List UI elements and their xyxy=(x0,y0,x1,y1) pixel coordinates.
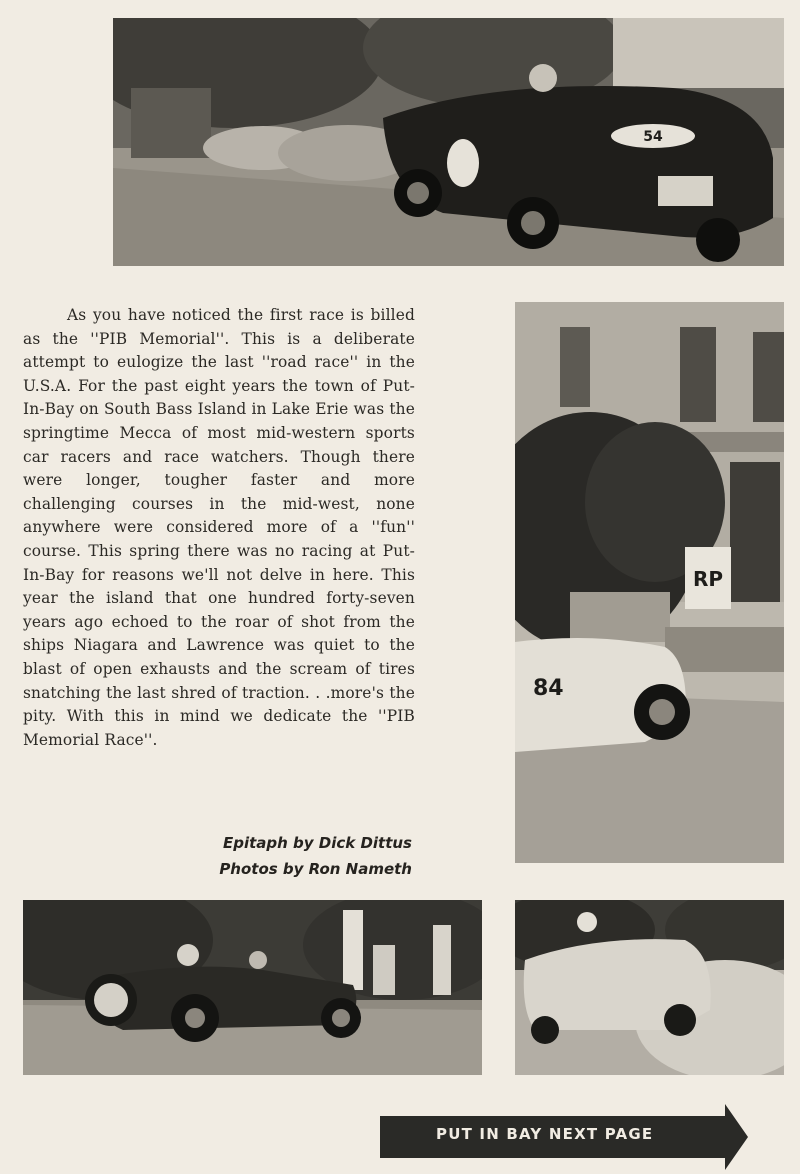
photo-vintage-roadster xyxy=(23,900,482,1075)
right-car-number: 84 xyxy=(533,676,564,701)
photo-race-cars-road xyxy=(113,18,784,266)
photo-credit: Photos by Ron Nameth xyxy=(219,860,412,878)
epitaph-credit: Epitaph by Dick Dittus xyxy=(222,834,412,852)
article-body xyxy=(23,304,415,752)
top-car-number: 54 xyxy=(643,129,663,145)
photo-car-passing-house xyxy=(515,302,784,863)
next-page-arrow[interactable] xyxy=(380,1104,750,1170)
photo-car-dust-cloud xyxy=(515,900,784,1075)
rp-sign-text: RP xyxy=(692,567,724,591)
next-page-label: PUT IN BAY NEXT PAGE xyxy=(436,1125,654,1143)
article-text: As you have noticed the first race is billed as the ''PIB Memorial''. This is a deliberate attempt to eulogize the last ''road race'' in the U.S.A. For the past eight years the town of Put-In-Bay on South Bass Island in Lake Erie was the springtime Mecca of most mid-western sports car racers and race watchers. Though there were longer, tougher faster and more challenging courses in the mid-west, none anywhere were considered more of a ''fun'' course. This spring there was no racing at Put-In-Bay for reasons we'll not delve in here. This year the island that one hundred forty-seven years ago echoed to the roar of shot from the ships Niagara and Lawrence was quiet to the blast of open exhausts and the scream of tires snatching the last shred of traction. . .more's the pity. With this in mind we dedicate the ''PIB Memorial Race''. xyxy=(23,306,415,749)
